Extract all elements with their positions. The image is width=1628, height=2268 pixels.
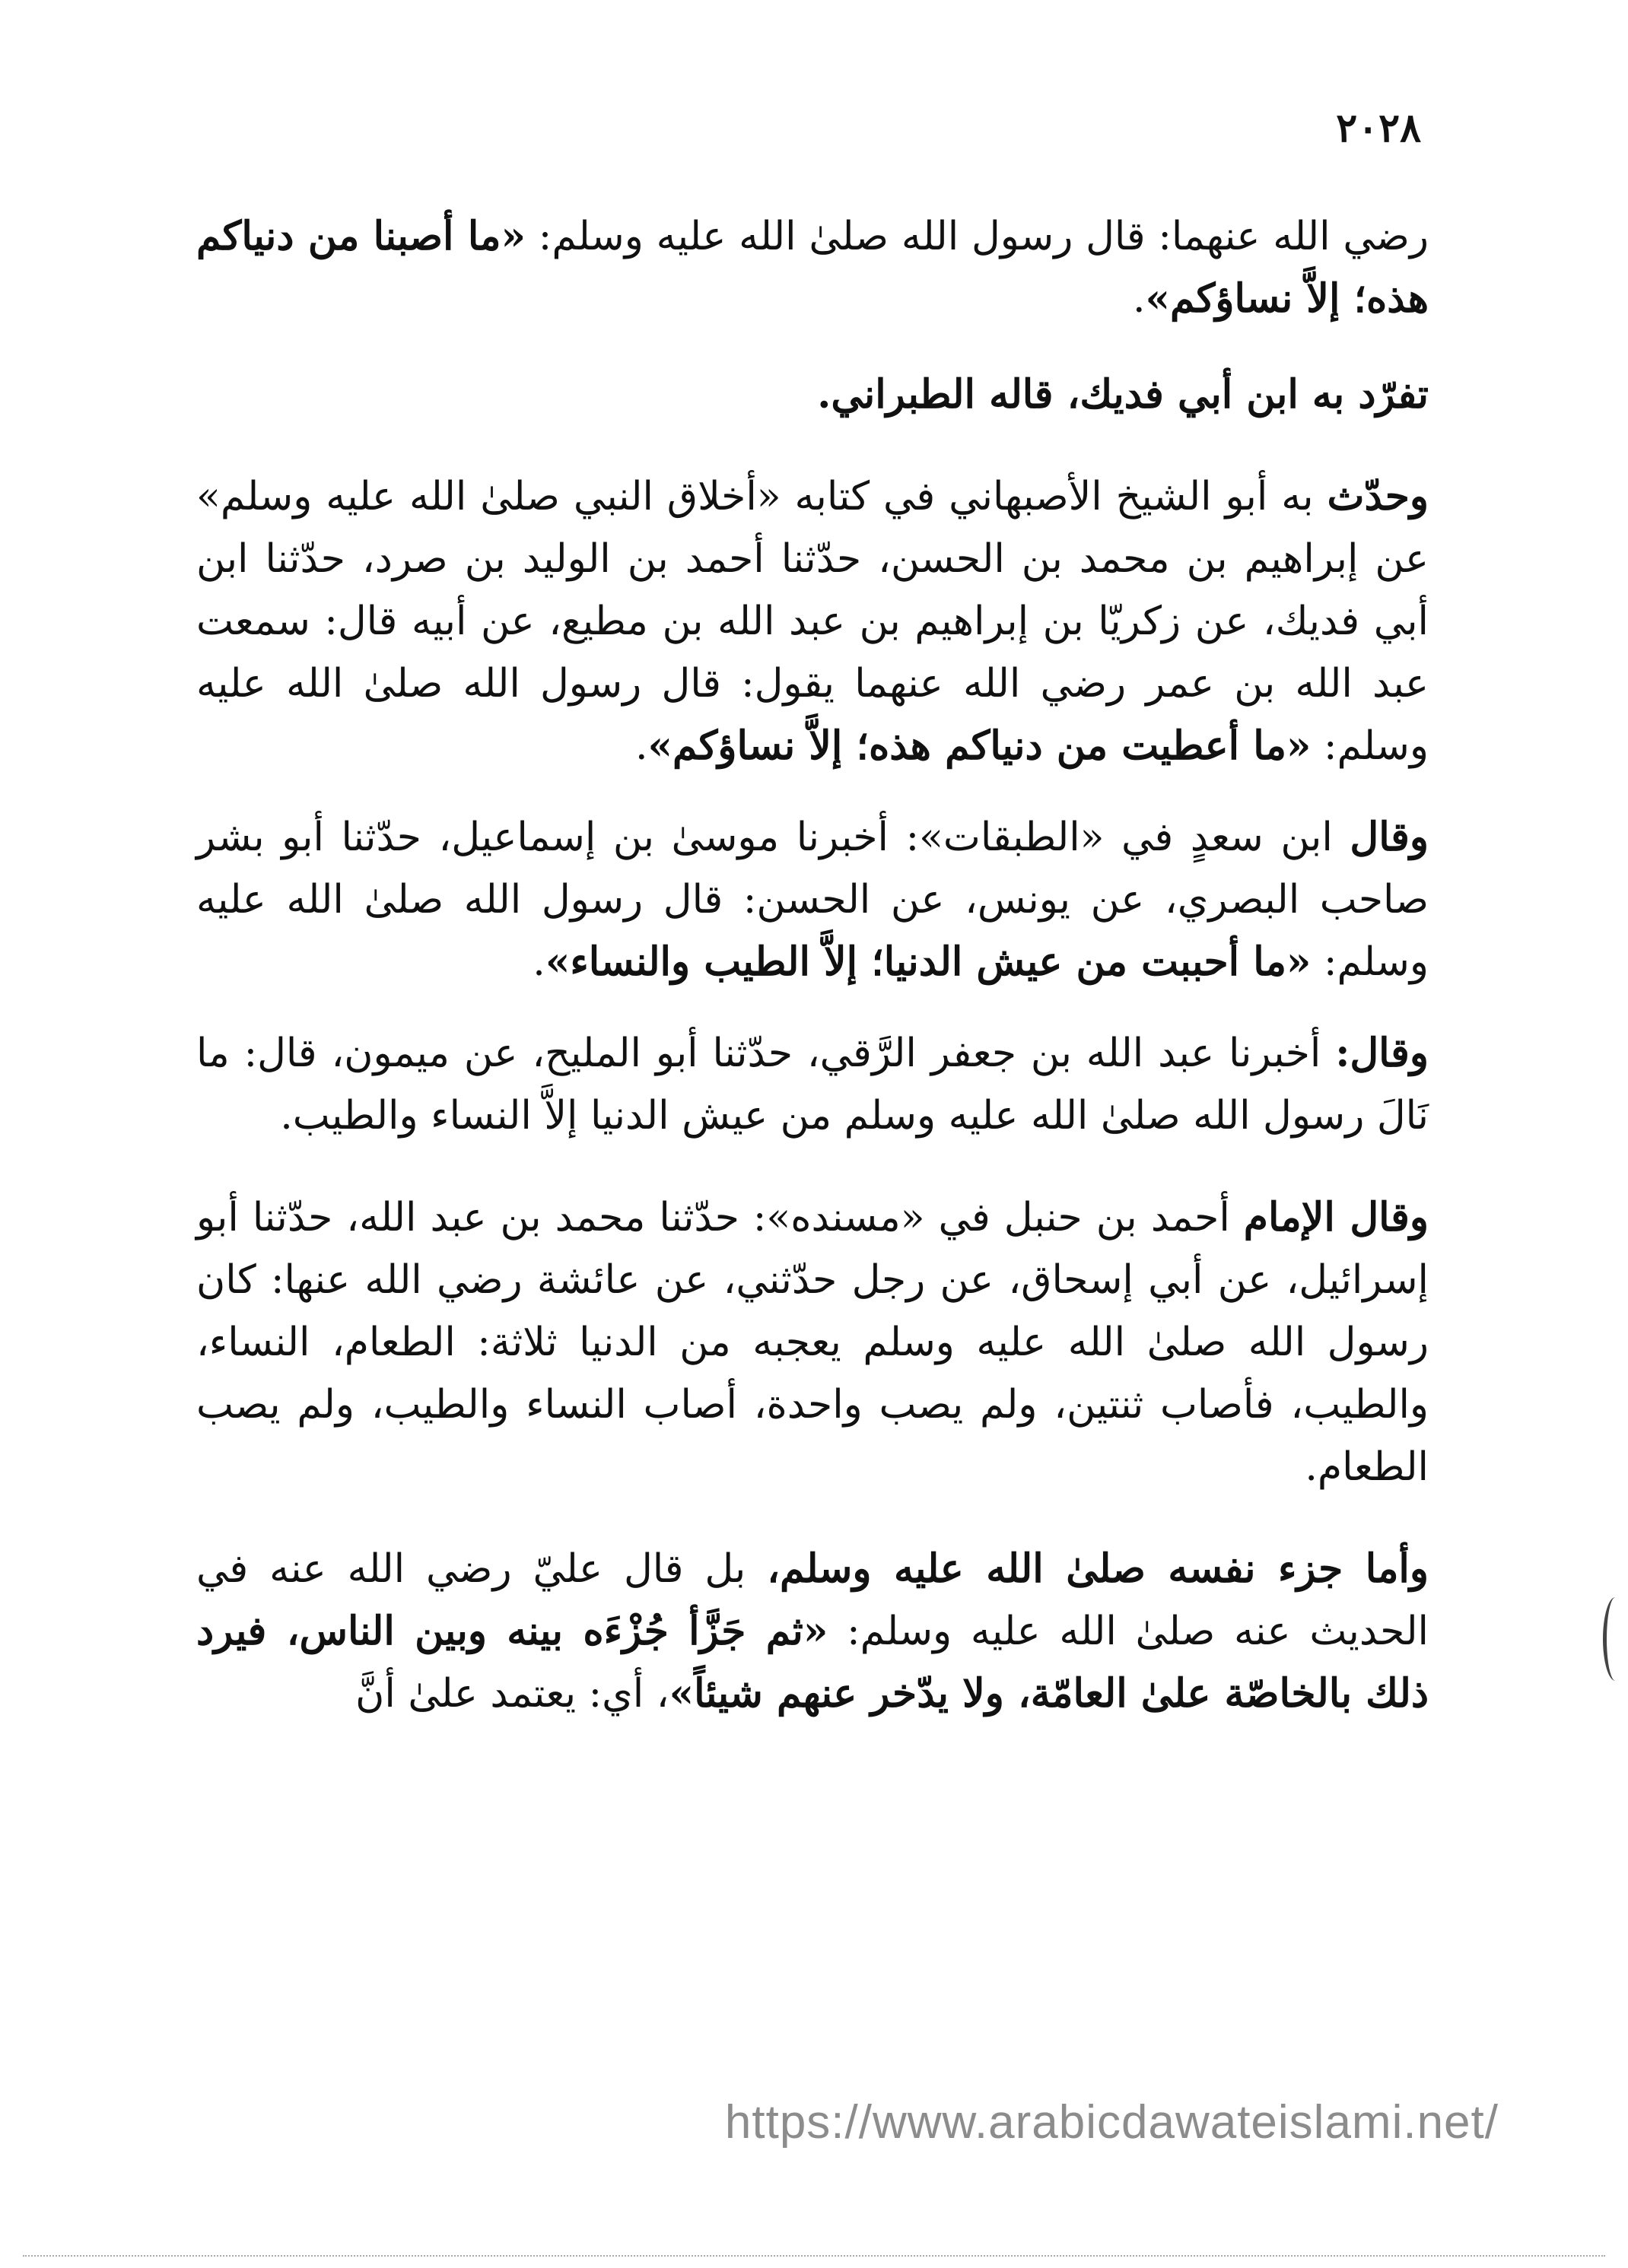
body-text — [196, 205, 1429, 1754]
hadith-quote: «ما أعطيت من دنياكم هذه؛ إلاَّ نساؤكم» — [647, 723, 1312, 769]
scan-edge-line — [23, 2255, 1605, 2257]
paragraph-3 — [196, 465, 1429, 777]
paragraph-tail: . — [1132, 276, 1146, 322]
paragraph-lead: وقال — [1350, 814, 1429, 860]
paragraph-7 — [196, 1538, 1429, 1725]
paragraph-lead: وقال: — [1335, 1030, 1429, 1076]
hadith-quote: «ما أحببت من عيش الدنيا؛ إلاَّ الطيب والنساء» — [545, 939, 1312, 985]
paragraph-lead: تفرّد به ابن أبي فديك، قاله الطبراني. — [817, 371, 1429, 418]
paragraph-6 — [196, 1186, 1429, 1498]
paragraph-5 — [196, 1022, 1429, 1147]
paragraph-text: به أبو الشيخ الأصبهاني في كتابه «أخلاق النبي صلىٰ الله عليه وسلم» عن إبراهيم بن محمد بن الحسن، حدّثنا أحمد بن الوليد بن صرد، حدّثنا ابن أبي فديك، عن زكريّا بن إبراهيم بن عبد الله بن مطيع، عن أبيه قال: سمعت عبد الله بن عمر رضي الله عنهما يقول: قال رسول الله صلىٰ الله عليه وسلم: — [196, 474, 1429, 769]
paragraph-tail: ، أي: يعتمد علىٰ أنَّ — [355, 1671, 669, 1717]
paragraph-tail: . — [634, 723, 648, 769]
paragraph-lead: وقال الإمام — [1243, 1194, 1429, 1240]
paragraph-text: ابن سعدٍ في «الطبقات»: أخبرنا موسىٰ بن إسماعيل، حدّثنا أبو بشر صاحب البصري، عن يونس، عن الحسن: قال رسول الله صلىٰ الله عليه وسلم: — [196, 815, 1429, 985]
paragraph-4 — [196, 806, 1429, 993]
hadith-quote: «ما أصبنا من دنياكم هذه؛ إلاَّ نساؤكم» — [196, 213, 1429, 322]
paragraph-lead: وأما جزء نفسه صلىٰ الله عليه وسلم، — [767, 1545, 1429, 1592]
hadith-quote: «ثم جَزَّأ جُزْءَه بينه وبين الناس، فيرد ذلك بالخاصّة علىٰ العامّة، ولا يدّخر عنهم شيئاً» — [196, 1608, 1429, 1717]
paragraph-text: بل قال عليّ رضي الله عنه في الحديث عنه صلىٰ الله عليه وسلم: — [196, 1546, 1429, 1654]
paragraph-text: أخبرنا عبد الله بن جعفر الرَّقي، حدّثنا أبو المليح، عن ميمون، قال: ما نَالَ رسول الله صلىٰ الله عليه وسلم من عيش الدنيا إلاَّ النساء والطيب. — [196, 1031, 1429, 1139]
binding-edge-mark — [1603, 1597, 1628, 1681]
watermark-url: https://www.arabicdawateislami.net/ — [724, 2096, 1499, 2149]
paragraph-lead: وحدّث — [1327, 473, 1429, 519]
paragraph-1 — [196, 205, 1429, 330]
page-number: ٢٠٢٨ — [1336, 105, 1421, 151]
paragraph-text: رضي الله عنهما: قال رسول الله صلىٰ الله عليه وسلم: — [526, 214, 1429, 259]
paragraph-tail: . — [533, 939, 545, 985]
paragraph-text: أحمد بن حنبل في «مسنده»: حدّثنا محمد بن عبد الله، حدّثنا أبو إسرائيل، عن أبي إسحاق، عن رجل حدّثني، عن عائشة رضي الله عنها: كان رسول الله صلىٰ الله عليه وسلم يعجبه من الدنيا ثلاثة: الطعام، النساء، والطيب، فأصاب ثنتين، ولم يصب واحدة، أصاب النساء والطيب، ولم يصب الطعام. — [196, 1195, 1429, 1490]
paragraph-2 — [196, 364, 1429, 426]
